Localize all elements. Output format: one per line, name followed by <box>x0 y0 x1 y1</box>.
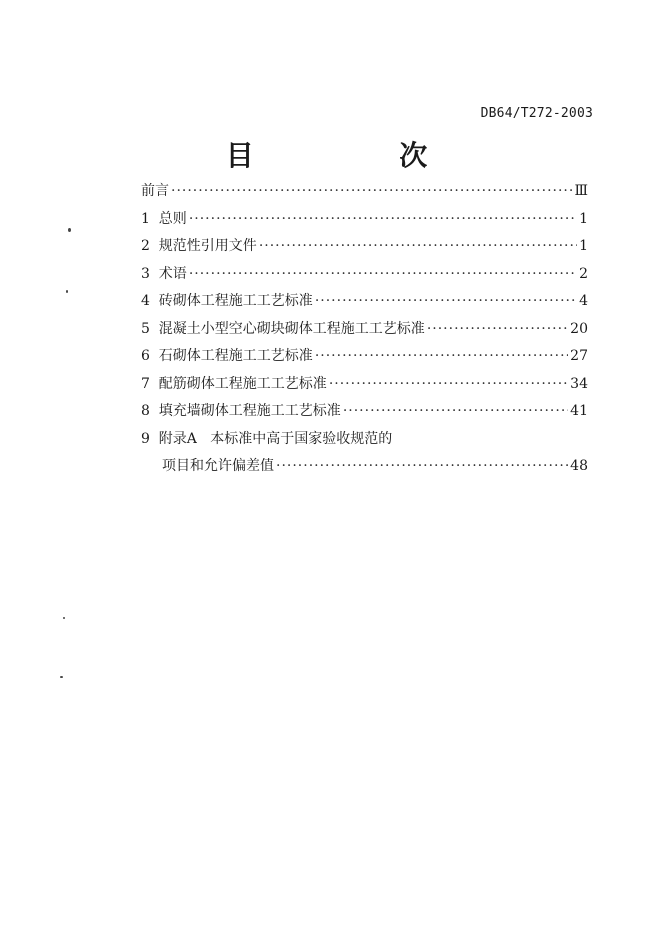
toc-entry-4[interactable] <box>141 288 588 316</box>
toc-entry-2[interactable] <box>141 233 588 261</box>
toc-entry-page: 20 <box>570 320 588 337</box>
toc-entry-label: 8 填充墙砌体工程施工工艺标准 <box>141 403 341 419</box>
scan-speck <box>66 290 68 293</box>
toc-entry-8[interactable] <box>141 398 588 426</box>
toc-entry-label: 5 混凝土小型空心砌块砌体工程施工工艺标准 <box>141 320 425 337</box>
toc-entry-page: 1 <box>579 210 588 227</box>
toc-entry-page: 41 <box>570 403 588 419</box>
toc-entry-page: Ⅲ <box>574 183 588 199</box>
toc-leader-dots <box>329 371 568 399</box>
toc-entry-page: 34 <box>570 375 588 392</box>
scan-speck <box>60 676 63 678</box>
toc-leader-dots <box>189 206 577 234</box>
toc-leader-dots <box>276 453 568 481</box>
toc-entry-label: 4 砖砌体工程施工工艺标准 <box>141 293 313 309</box>
toc-entry-label: 1 总则 <box>141 210 187 227</box>
toc-leader-dots <box>171 178 572 206</box>
toc-entry-label: 7 配筋砌体工程施工工艺标准 <box>141 375 327 392</box>
scan-speck <box>63 617 65 619</box>
document-code: DB64/T272-2003 <box>480 106 593 121</box>
toc-entry-page: 2 <box>579 265 588 282</box>
toc-leader-dots <box>259 233 577 261</box>
toc-entry-page: 48 <box>570 458 588 474</box>
toc-entry-3[interactable] <box>141 261 588 289</box>
toc-entry-label: 9 附录A 本标准中高于国家验收规范的 <box>141 430 393 447</box>
toc-entry-label: 前言 <box>141 183 169 199</box>
toc-entry-label: 项目和允许偏差值 <box>162 458 274 474</box>
toc-title: 目 次 <box>225 139 470 172</box>
toc-entry-label: 2 规范性引用文件 <box>141 238 257 254</box>
toc-leader-dots <box>315 343 568 371</box>
toc-leader-dots <box>189 261 577 289</box>
toc-leader-dots <box>315 288 577 316</box>
toc-leader-dots <box>427 316 568 344</box>
toc-entry-foreword[interactable] <box>141 178 588 206</box>
toc-entry-page: 4 <box>579 293 588 309</box>
toc-entry-page: 27 <box>570 348 588 364</box>
toc-entry-9-continued[interactable] <box>141 453 588 481</box>
toc-entry-6[interactable] <box>141 343 588 371</box>
toc-entry-label: 6 石砌体工程施工工艺标准 <box>141 348 313 364</box>
scan-speck <box>68 228 71 232</box>
table-of-contents <box>141 178 588 481</box>
toc-entry-1[interactable] <box>141 206 588 234</box>
toc-entry-9[interactable] <box>141 426 588 454</box>
toc-entry-7[interactable] <box>141 371 588 399</box>
toc-entry-page: 1 <box>579 238 588 254</box>
toc-leader-dots <box>343 398 568 426</box>
toc-entry-label: 3 术语 <box>141 265 187 282</box>
toc-entry-5[interactable] <box>141 316 588 344</box>
